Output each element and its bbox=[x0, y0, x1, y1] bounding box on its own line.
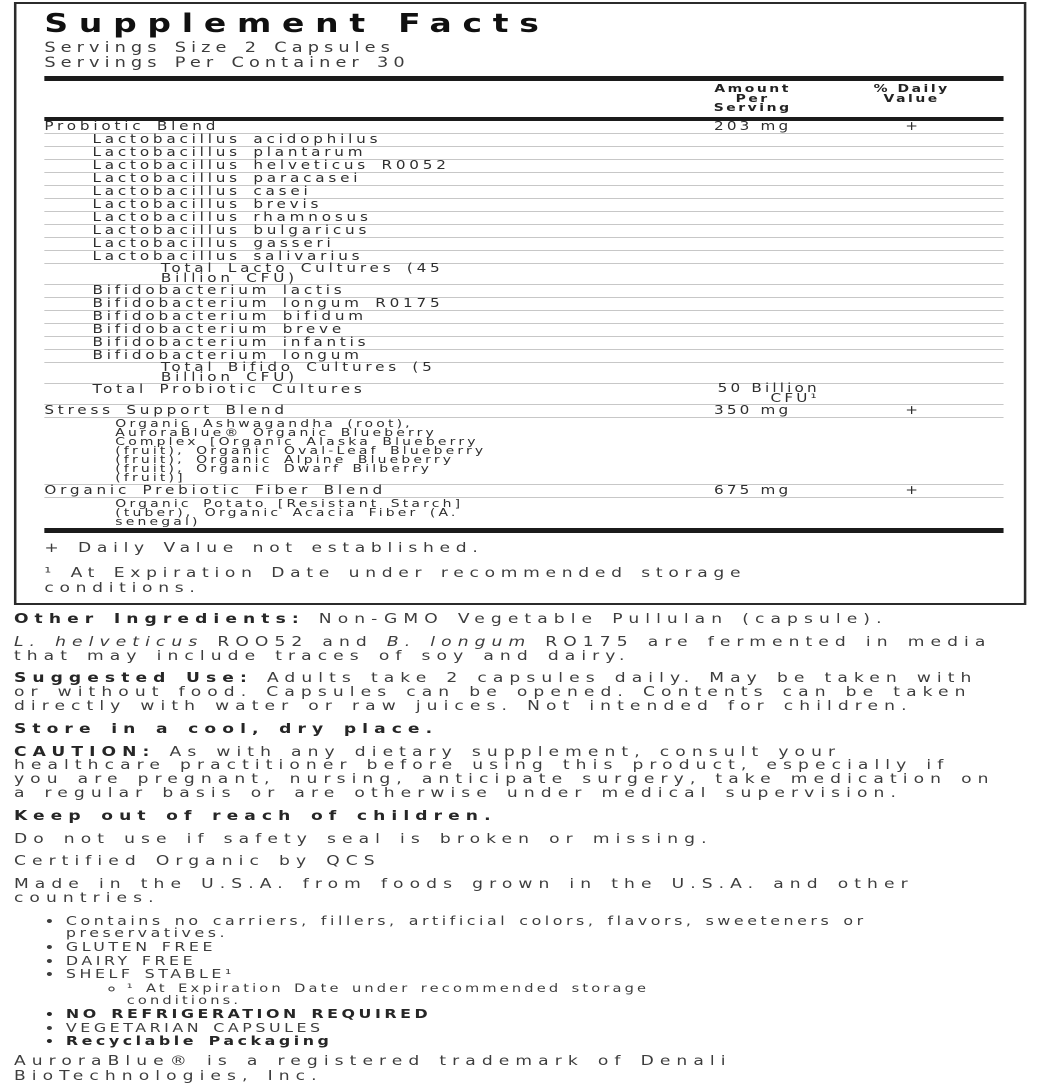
section-text: Made in the U.S.A. from foods grown in the U.S.A. and other countries. bbox=[13, 876, 914, 906]
section-text: As with any dietary supplement, consult your healthcare practitioner before using this product, especially if you are pregnant, nursing, anticipate surgery, take medication on a regular basis or are otherwise under medical supervision. bbox=[13, 743, 995, 801]
table-row bbox=[44, 261, 1003, 285]
daily-value-cell: + bbox=[905, 403, 919, 417]
amount-cell: 203 mg bbox=[713, 119, 792, 133]
footnote-expiration: ¹ At Expiration Date under recommended storage conditions. bbox=[44, 565, 747, 596]
section-paragraph bbox=[13, 720, 1002, 737]
section-text: RO175 are fermented in media that may include traces of soy and dairy. bbox=[13, 633, 992, 664]
header-daily-value-label: % Daily Value bbox=[873, 82, 950, 105]
ingredient-name: Lactobacillus gasseri bbox=[92, 236, 335, 250]
daily-value-cell: + bbox=[905, 483, 919, 497]
ingredient-name: Lactobacillus brevis bbox=[92, 197, 323, 211]
table-row bbox=[44, 418, 1003, 485]
ingredient-name: Lactobacillus acidophilus bbox=[92, 132, 382, 146]
section-text: Do not use if safety seal is broken or missing. bbox=[13, 830, 713, 847]
section-text: Non-GMO Vegetable Pullulan (capsule). bbox=[304, 611, 888, 627]
ingredient-name: Lactobacillus paracasei bbox=[92, 171, 362, 185]
ingredient-name: Probiotic Blend bbox=[44, 119, 220, 133]
section-text: Adults take 2 capsules daily. May be taken with or without food. Capsules can be opened. Contents can be taken directly with water or raw juices. Not intended for children. bbox=[13, 670, 978, 714]
list-item: • DAIRY FREE bbox=[66, 955, 877, 968]
section-text: ROO52 and bbox=[203, 633, 387, 650]
ingredient-name: Bifidobacterium longum bbox=[92, 348, 363, 362]
list-item: • Recyclable Packaging bbox=[66, 1035, 877, 1048]
info-sections bbox=[14, 613, 1002, 906]
section-text: Other Ingredients: bbox=[13, 611, 305, 627]
section-text: Suggested Use: bbox=[13, 670, 253, 687]
serving-size-line: Servings Size 2 Capsules bbox=[44, 40, 395, 56]
ingredient-name: Lactobacillus bulgaricus bbox=[92, 223, 371, 237]
section-text: CAUTION: bbox=[13, 743, 156, 760]
panel-title: Supplement Facts bbox=[44, 9, 550, 39]
ingredient-name: Organic Prebiotic Fiber Blend bbox=[44, 483, 386, 497]
table-row bbox=[44, 381, 1003, 405]
divider-thick bbox=[44, 528, 1003, 533]
ingredient-name: Lactobacillus rhamnosus bbox=[92, 210, 372, 224]
section-paragraph bbox=[14, 855, 1002, 869]
header-amount-label: Amount Per Serving bbox=[713, 82, 792, 114]
list-item: • GLUTEN FREE bbox=[66, 941, 877, 954]
ingredient-name: Total Lacto Cultures (45 Billion CFU) bbox=[160, 261, 444, 285]
list-item: • SHELF STABLE¹ bbox=[66, 968, 877, 981]
ingredient-name: Stress Support Blend bbox=[44, 403, 288, 417]
table-row bbox=[44, 498, 1003, 528]
header-daily-value bbox=[820, 84, 1004, 106]
sub-list-item: ◦ ¹ At Expiration Date under recommended storage conditions. bbox=[127, 982, 735, 1007]
daily-value-cell: + bbox=[905, 119, 919, 133]
section-paragraph bbox=[14, 613, 1002, 627]
ingredient-name: Organic Ashwagandha (root), AuroraBlue® Organic Blueberry Complex [Organic Alaska Blueberry (fruit), Organic Oval-Leaf Blueberry (fruit), Organic Alpine Blueberry (fruit), Organic Dwarf Bilberry (fruit)] bbox=[115, 417, 487, 484]
section-text: B. longum bbox=[386, 633, 532, 650]
ingredient-name: Bifidobacterium longum R0175 bbox=[92, 296, 444, 310]
amount-cell: 675 mg bbox=[713, 483, 792, 497]
ingredient-name: Bifidobacterium bifidum bbox=[92, 309, 367, 323]
table-header-row bbox=[44, 83, 1003, 116]
ingredient-table bbox=[44, 121, 1003, 528]
section-paragraph bbox=[13, 807, 1002, 824]
ingredient-name: Bifidobacterium lactis bbox=[92, 283, 346, 297]
ingredient-name: Total Bifido Cultures (5 Billion CFU) bbox=[160, 360, 436, 384]
ingredient-name: Organic Potato [Resistant Starch] (tuber), Organic Acacia Fiber (A. senegal) bbox=[115, 497, 464, 528]
feature-bullet-list bbox=[0, 912, 1039, 1049]
amount-cell: 50 Billion CFU¹ bbox=[717, 381, 820, 405]
section-paragraph bbox=[14, 672, 1002, 713]
amount-cell: 350 mg bbox=[713, 403, 792, 417]
list-item: • NO REFRIGERATION REQUIRED bbox=[66, 1008, 877, 1021]
section-text: L. helveticus bbox=[13, 633, 204, 650]
trademark-note: AuroraBlue® is a registered trademark of Denali BioTechnologies, Inc. bbox=[13, 1052, 732, 1084]
ingredient-name: Lactobacillus casei bbox=[92, 184, 312, 198]
ingredient-name: Lactobacillus helveticus R0052 bbox=[92, 158, 450, 172]
section-text: Store in a cool, dry place. bbox=[13, 720, 439, 737]
divider-thick bbox=[44, 76, 1003, 81]
list-item: • VEGETARIAN CAPSULES bbox=[66, 1022, 877, 1035]
supplement-facts-panel bbox=[14, 2, 1026, 605]
section-paragraph bbox=[13, 830, 1002, 847]
ingredient-name: Lactobacillus salivarius bbox=[92, 249, 364, 263]
label-page bbox=[0, 2, 1039, 1084]
header-amount-per-serving bbox=[686, 84, 820, 115]
table-row bbox=[44, 360, 1003, 384]
footnote-daily-value: + Daily Value not established. bbox=[44, 540, 484, 556]
section-paragraph bbox=[14, 878, 1002, 906]
section-text: Keep out of reach of children. bbox=[13, 807, 497, 824]
section-paragraph bbox=[13, 633, 1002, 664]
list-item: • Contains no carriers, fillers, artificial colors, flavors, sweeteners or preservatives. bbox=[66, 915, 877, 940]
ingredient-name: Total Probiotic Cultures bbox=[92, 382, 366, 396]
ingredient-name: Bifidobacterium breve bbox=[92, 322, 346, 336]
section-paragraph bbox=[13, 743, 1002, 801]
section-text: Certified Organic by QCS bbox=[13, 853, 381, 870]
ingredient-name: Lactobacillus plantarum bbox=[92, 145, 367, 159]
ingredient-name: Bifidobacterium infantis bbox=[92, 335, 370, 349]
servings-per-container-line: Servings Per Container 30 bbox=[44, 55, 410, 71]
